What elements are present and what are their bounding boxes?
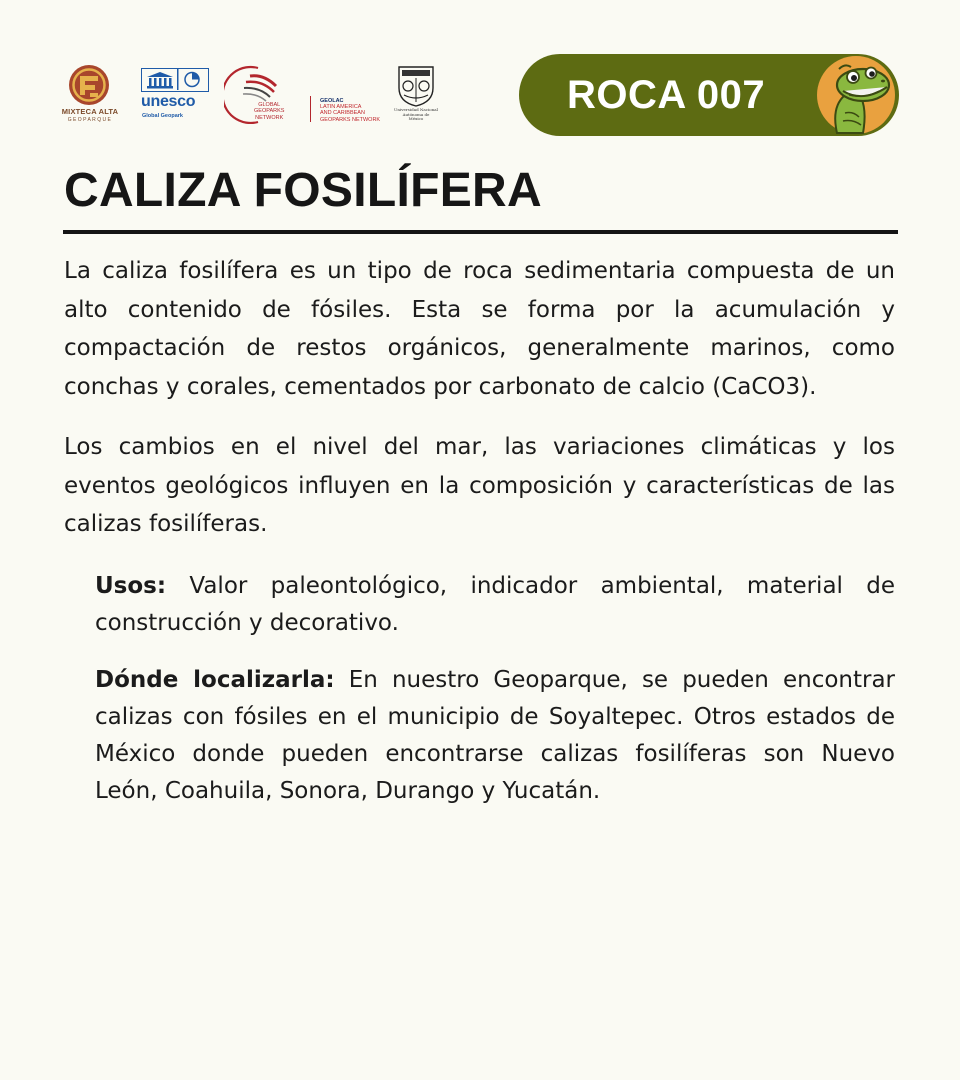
unesco-logo <box>140 66 212 122</box>
mixteca-logo-name: MIXTECA ALTA <box>61 107 119 116</box>
uses-text: Valor paleontológico, indicador ambiental, material de construcción y decorativo. <box>95 572 896 636</box>
unam-shield-icon <box>394 64 438 108</box>
unesco-temple-icon <box>141 68 209 92</box>
location-text: En nuestro Geoparque, se pueden encontrar calizas con fósiles en el municipio de Soyaltepec. Otros estados de México donde pueden encontrarse calizas fosilíferas son Nuevo León, Coahuila, Sonora, Durango y Yucatán. <box>95 666 896 804</box>
uses-label: Usos: <box>95 572 167 599</box>
geolac-logo: GEOLAC LATIN AMERICA AND CARIBBEAN GEOPARKS NETWORK <box>320 98 381 123</box>
location-item <box>95 662 895 810</box>
context-paragraph: Los cambios en el nivel del mar, las variaciones climáticas y los eventos geológicos influyen en la composición y características de las calizas fosilíferas. <box>64 434 895 537</box>
unesco-sub: Global Geopark <box>142 113 183 119</box>
rock-number-badge <box>519 54 899 136</box>
ggn-text: GLOBAL GEOPARKS NETWORK <box>254 102 285 121</box>
mixteca-emblem-icon <box>68 64 110 106</box>
unesco-wordmark: unesco <box>141 93 196 110</box>
page-title: CALIZA FOSILÍFERA <box>64 164 542 217</box>
content-body <box>64 252 895 830</box>
global-geoparks-network-logo <box>224 64 304 124</box>
location-label: Dónde localizarla: <box>95 666 335 693</box>
title-divider <box>63 230 898 234</box>
unam-logo <box>394 64 438 126</box>
logo-divider <box>310 96 311 122</box>
uses-item <box>95 568 895 642</box>
description-paragraph: La caliza fosilífera es un tipo de roca sedimentaria compuesta de un alto contenido de fósiles. Esta se forma por la acumulación y compactación de restos orgánicos, generalmente marinos, como conchas y corales, cementados por carbonato de calcio (CaCO3). <box>64 258 895 400</box>
unam-text: Universidad Nacional Autónoma de México <box>394 107 438 121</box>
mixteca-alta-logo <box>58 64 122 124</box>
dinosaur-mascot-icon <box>815 55 897 135</box>
mixteca-logo-sub: GEOPARQUE <box>67 117 113 123</box>
rock-number: ROCA 007 <box>567 73 766 117</box>
partner-logos <box>58 60 448 130</box>
